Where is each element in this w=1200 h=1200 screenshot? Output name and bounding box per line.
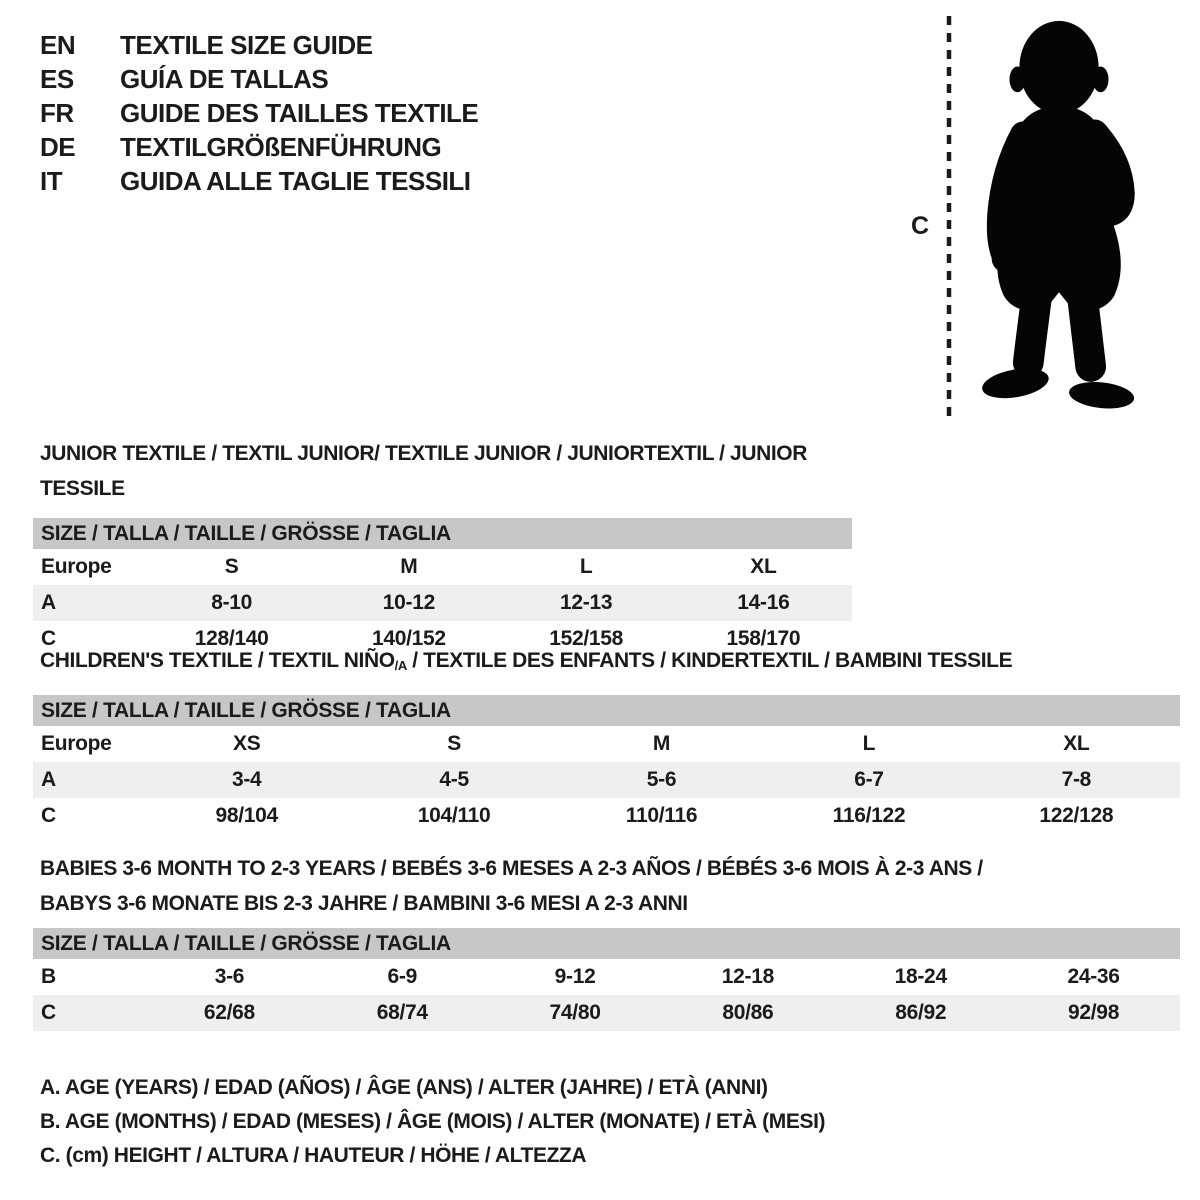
section-heading-line	[40, 851, 1180, 886]
heading-subscript: /A	[394, 658, 407, 673]
table-row	[33, 726, 1180, 762]
table-cell: 18-24	[894, 965, 947, 988]
height-measure-line	[946, 16, 952, 423]
table-row	[33, 798, 1180, 834]
table-cell: 122/128	[1039, 804, 1114, 827]
language-label: GUÍA DE TALLAS	[120, 64, 329, 94]
language-label: GUIDE DES TAILLES TEXTILE	[120, 98, 479, 128]
row-label: C	[41, 627, 56, 650]
row-label: Europe	[41, 555, 112, 578]
section-junior	[33, 436, 852, 657]
legend-line: C. (cm) HEIGHT / ALTURA / HAUTEUR / HÖHE / ALTEZZA	[40, 1144, 587, 1167]
table-row	[33, 995, 1180, 1031]
language-label: GUIDA ALLE TAGLIE TESSILI	[120, 166, 471, 196]
language-list	[40, 28, 478, 198]
height-label: C	[911, 212, 930, 240]
row-label: Europe	[41, 732, 112, 755]
language-code: ES	[40, 64, 74, 94]
table-cell: 24-36	[1067, 965, 1120, 988]
table-cell: S	[447, 732, 461, 755]
legend-line: A. AGE (YEARS) / EDAD (AÑOS) / ÂGE (ANS) / ALTER (JAHRE) / ETÀ (ANNI)	[40, 1076, 768, 1099]
table-row	[33, 585, 852, 621]
table-cell: 68/74	[376, 1001, 428, 1024]
size-table	[33, 518, 852, 657]
section-heading	[40, 851, 1180, 921]
table-cell: 3-4	[231, 768, 262, 791]
table-cell: XL	[750, 555, 777, 578]
table-cell: 12-18	[721, 965, 774, 988]
table-cell: 104/110	[417, 804, 491, 827]
table-cell: 5-6	[646, 768, 677, 791]
table-row	[33, 762, 1180, 798]
table-cell: 14-16	[737, 591, 790, 614]
language-code: EN	[40, 30, 76, 60]
heading-text: BABYS 3-6 MONATE BIS 2-3 JAHRE / BAMBINI 3-6 MESI A 2-3 ANNI	[40, 892, 688, 915]
table-cell: 98/104	[215, 804, 278, 827]
table-cell: M	[652, 732, 671, 755]
table-row	[33, 549, 852, 585]
row-label: A	[41, 768, 56, 791]
baby-silhouette-icon	[958, 14, 1160, 425]
table-cell: 8-10	[211, 591, 253, 614]
table-cell: 10-12	[382, 591, 435, 614]
table-cell: 92/98	[1068, 1001, 1120, 1024]
section-children	[33, 643, 1180, 834]
table-cell: 62/68	[203, 1001, 255, 1024]
heading-text: / TEXTILE DES ENFANTS / KINDERTEXTIL / BAMBINI TESSILE	[406, 649, 1013, 672]
heading-text: BABIES 3-6 MONTH TO 2-3 YEARS / BEBÉS 3-6 MESES A 2-3 AÑOS / BÉBÉS 3-6 MOIS À 2-3 ANS /	[40, 857, 983, 880]
table-row	[33, 959, 1180, 995]
language-row	[40, 28, 478, 62]
language-label: TEXTILGRÖßENFÜHRUNG	[120, 132, 442, 162]
table-cell: L	[579, 555, 593, 578]
section-heading-line	[40, 886, 1180, 921]
table-cell: 3-6	[214, 965, 245, 988]
row-label: C	[41, 1001, 56, 1024]
table-cell: XL	[1063, 732, 1090, 755]
table-cell: L	[862, 732, 876, 755]
table-cell: 110/116	[625, 804, 698, 827]
row-label: A	[41, 591, 56, 614]
size-header-band: SIZE / TALLA / TAILLE / GRÖSSE / TAGLIA	[33, 695, 1180, 726]
table-cell: 74/80	[549, 1001, 601, 1024]
section-heading	[40, 643, 1180, 683]
table-cell: 4-5	[439, 768, 469, 791]
section-babies	[33, 851, 1180, 1031]
section-heading-line	[40, 643, 1180, 683]
language-row	[40, 130, 478, 164]
language-label: TEXTILE SIZE GUIDE	[120, 30, 373, 60]
legend-line: B. AGE (MONTHS) / EDAD (MESES) / ÂGE (MOIS) / ALTER (MONATE) / ETÀ (MESI)	[40, 1110, 826, 1133]
table-cell: 128/140	[194, 627, 269, 650]
language-row	[40, 164, 478, 198]
table-cell: XS	[232, 732, 261, 755]
legend	[40, 1071, 825, 1173]
language-code: DE	[40, 132, 76, 162]
row-label: C	[41, 804, 56, 827]
section-heading-line	[40, 436, 852, 506]
table-cell: 86/92	[895, 1001, 947, 1024]
table-cell: 6-7	[854, 768, 884, 791]
heading-text: JUNIOR TEXTILE / TEXTIL JUNIOR/ TEXTILE JUNIOR / JUNIORTEXTIL / JUNIOR TESSILE	[40, 442, 807, 500]
size-header-band: SIZE / TALLA / TAILLE / GRÖSSE / TAGLIA	[33, 928, 1180, 959]
table-cell: M	[400, 555, 418, 578]
size-header-band: SIZE / TALLA / TAILLE / GRÖSSE / TAGLIA	[33, 518, 852, 549]
table-cell: 152/158	[549, 627, 624, 650]
table-cell: 158/170	[726, 627, 801, 650]
size-table	[33, 695, 1180, 834]
row-label: B	[41, 965, 56, 988]
table-cell: 140/152	[371, 627, 446, 650]
table-cell: 116/122	[832, 804, 906, 827]
size-table	[33, 928, 1180, 1031]
table-cell: 7-8	[1061, 768, 1092, 791]
table-cell: 6-9	[387, 965, 417, 988]
language-code: IT	[40, 166, 63, 196]
heading-text: CHILDREN'S TEXTILE / TEXTIL NIÑO	[40, 649, 395, 672]
section-heading	[40, 436, 852, 506]
table-cell: 12-13	[560, 591, 613, 614]
table-cell: 80/86	[722, 1001, 774, 1024]
table-cell: S	[224, 555, 239, 578]
language-row	[40, 96, 478, 130]
language-row	[40, 62, 478, 96]
language-code: FR	[40, 98, 74, 128]
table-cell: 9-12	[554, 965, 596, 988]
